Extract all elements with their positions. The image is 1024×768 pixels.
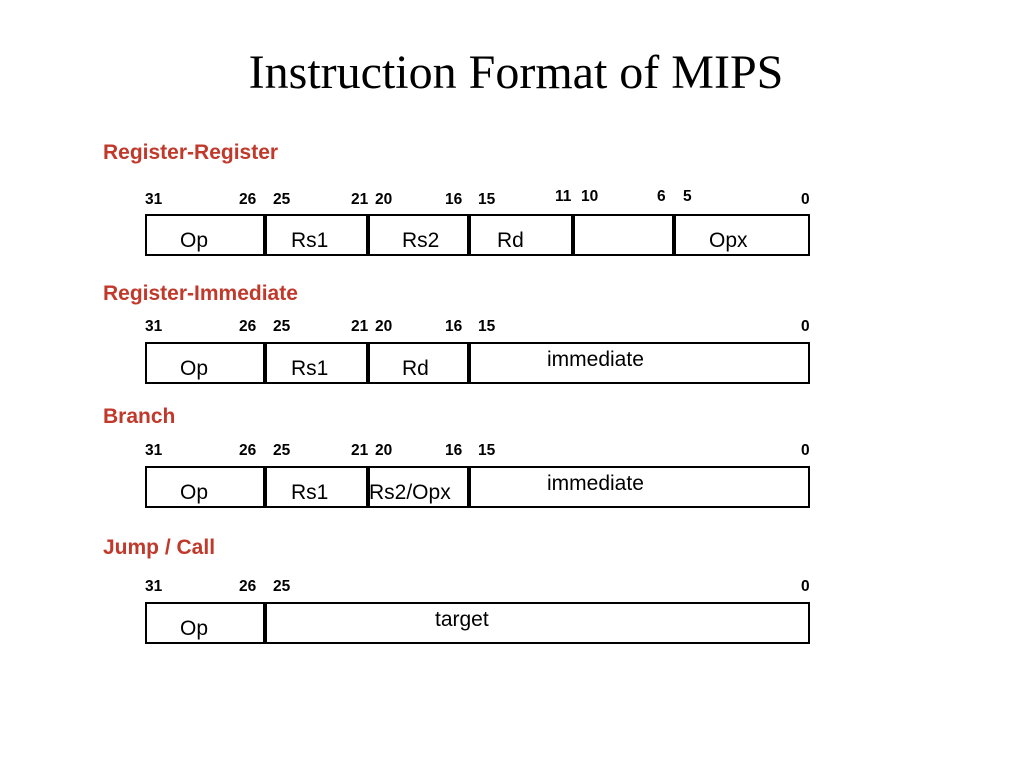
- bit-label: 16: [445, 442, 463, 459]
- bit-label: 21: [351, 442, 369, 459]
- section-heading-register-register: Register-Register: [103, 141, 279, 164]
- field-divider: [263, 214, 267, 256]
- field-divider: [366, 214, 370, 256]
- bit-label: 26: [239, 318, 257, 335]
- bit-label: 31: [145, 191, 163, 208]
- field-rs1: Rs1: [291, 357, 329, 380]
- field-op: Op: [180, 617, 209, 640]
- bit-label: 5: [683, 188, 692, 205]
- field-divider: [263, 342, 267, 384]
- bit-label: 0: [801, 442, 810, 459]
- bit-label: 15: [478, 191, 496, 208]
- bit-label: 20: [375, 191, 393, 208]
- bit-label: 15: [478, 318, 496, 335]
- format-box-jump-call: [145, 602, 810, 644]
- field-op: Op: [180, 481, 209, 504]
- section-heading-register-immediate: Register-Immediate: [103, 282, 298, 305]
- field-immediate: immediate: [547, 348, 644, 371]
- field-immediate: immediate: [547, 472, 644, 495]
- bit-label: 0: [801, 578, 810, 595]
- section-heading-jump-call: Jump / Call: [103, 536, 216, 559]
- bit-label: 15: [478, 442, 496, 459]
- field-divider: [571, 214, 575, 256]
- field-divider: [467, 342, 471, 384]
- field-op: Op: [180, 357, 209, 380]
- field-rs1: Rs1: [291, 229, 329, 252]
- bit-label: 20: [375, 442, 393, 459]
- bit-label: 11: [555, 188, 572, 205]
- field-rs2: Rs2: [402, 229, 440, 252]
- bit-label: 16: [445, 318, 463, 335]
- bit-label: 10: [581, 188, 599, 205]
- format-box-branch: [145, 466, 810, 508]
- bit-label: 16: [445, 191, 463, 208]
- field-rs1: Rs1: [291, 481, 329, 504]
- bit-label: 20: [375, 318, 393, 335]
- bit-label: 21: [351, 318, 369, 335]
- bit-label: 0: [801, 318, 810, 335]
- bit-label: 31: [145, 318, 163, 335]
- field-divider: [467, 466, 471, 508]
- bit-label: 25: [273, 578, 291, 595]
- field-op: Op: [180, 229, 209, 252]
- bit-label: 26: [239, 442, 257, 459]
- field-divider: [263, 466, 267, 508]
- field-rs2-opx: Rs2/Opx: [369, 481, 451, 504]
- field-rd: Rd: [402, 357, 429, 380]
- field-divider: [366, 342, 370, 384]
- field-opx: Opx: [709, 229, 748, 252]
- bit-label: 31: [145, 578, 163, 595]
- bit-label: 21: [351, 191, 369, 208]
- field-divider: [263, 602, 267, 644]
- field-divider: [467, 214, 471, 256]
- bit-label: 31: [145, 442, 163, 459]
- format-box-register-immediate: [145, 342, 810, 384]
- bit-label: 26: [239, 578, 257, 595]
- slide-title: Instruction Format of MIPS: [248, 46, 784, 99]
- field-divider: [672, 214, 676, 256]
- bit-label: 25: [273, 191, 291, 208]
- field-rd: Rd: [497, 229, 524, 252]
- bit-label: 25: [273, 442, 291, 459]
- format-box-register-register: [145, 214, 810, 256]
- section-heading-branch: Branch: [103, 405, 176, 428]
- bit-label: 0: [801, 191, 810, 208]
- bit-label: 6: [657, 188, 666, 205]
- bit-label: 25: [273, 318, 291, 335]
- bit-label: 26: [239, 191, 257, 208]
- field-target: target: [435, 608, 489, 631]
